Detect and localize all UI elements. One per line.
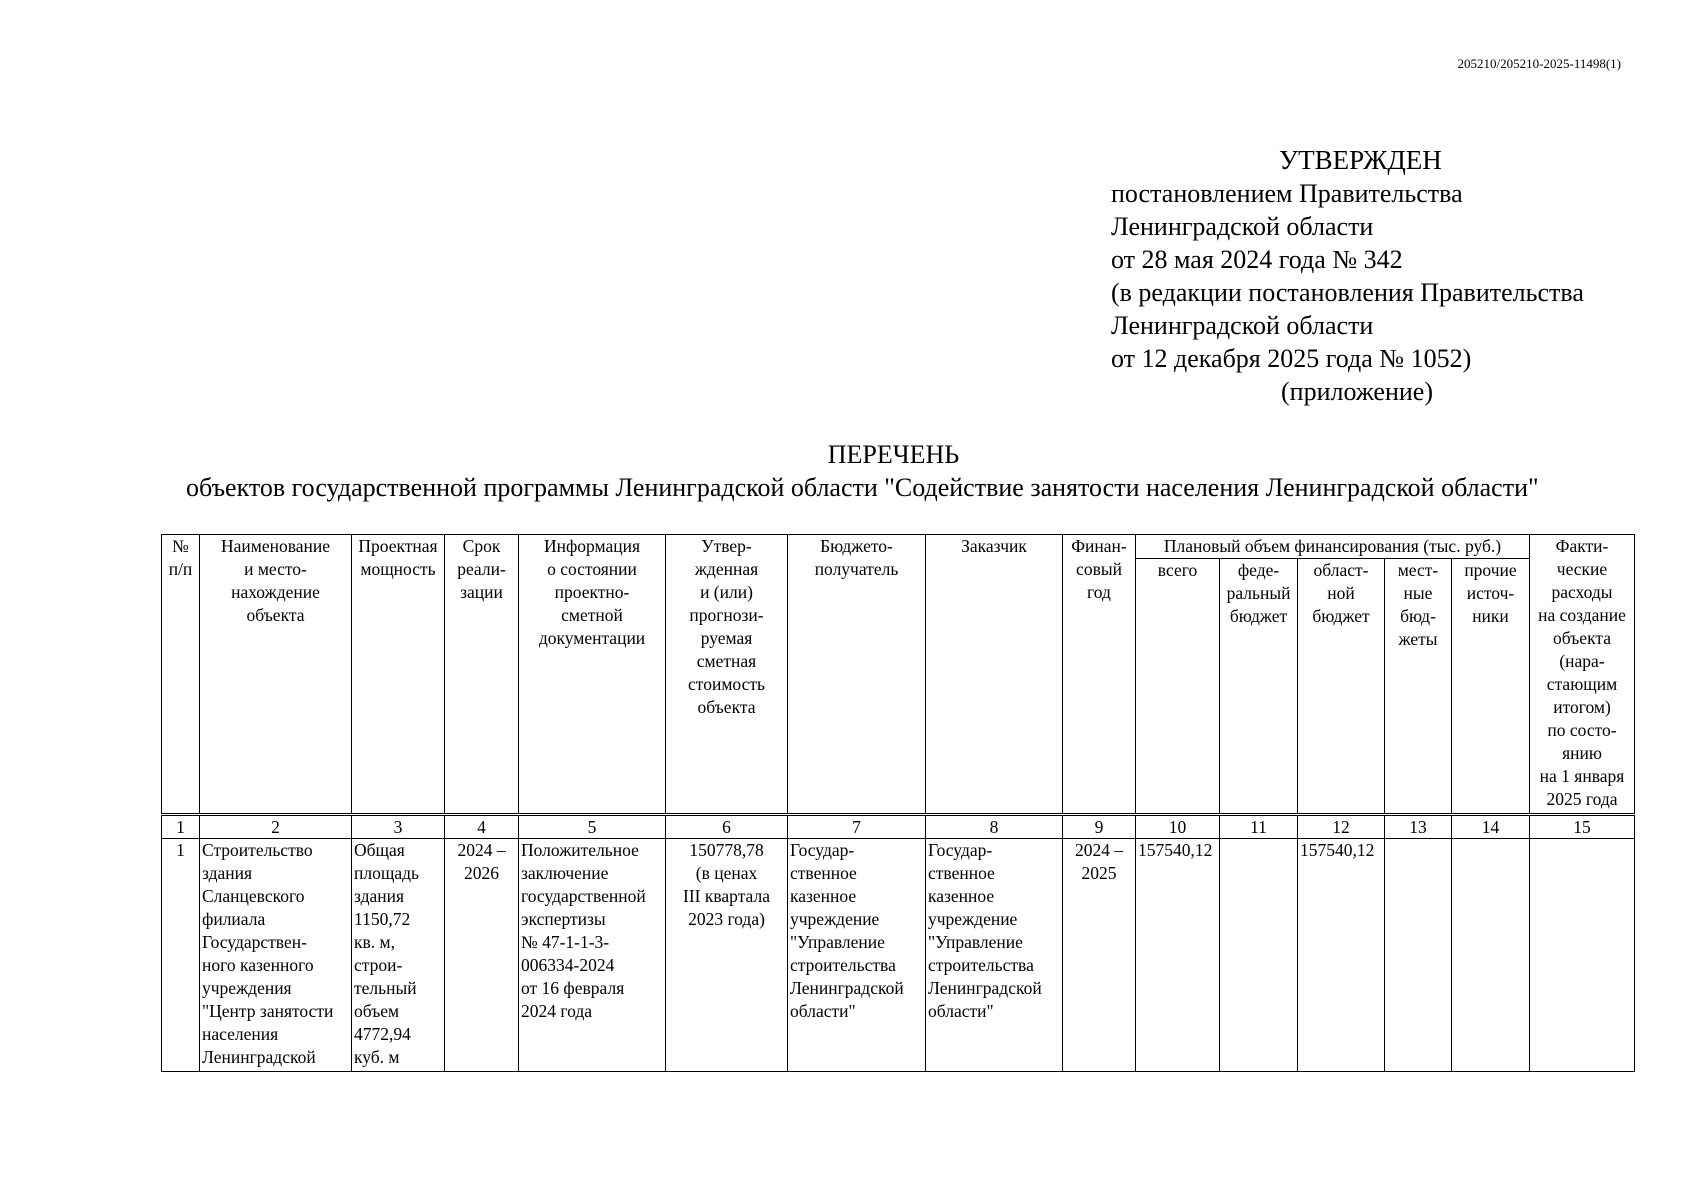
approval-line: Ленинградской области bbox=[1111, 311, 1374, 340]
header-customer: Заказчик bbox=[926, 535, 1063, 815]
column-number: 15 bbox=[1530, 815, 1635, 839]
header-capacity: Проектная мощность bbox=[352, 535, 445, 815]
header-num: № п/п bbox=[162, 535, 200, 815]
document-title: ПЕРЕЧЕНЬ bbox=[827, 440, 960, 469]
header-cost: Утвер- жденная и (или) прогнози- руемая сметная стоимость объекта bbox=[666, 535, 788, 815]
table-row bbox=[162, 839, 1635, 1072]
cell-num: 1 bbox=[162, 839, 200, 1072]
header-fin-year: Финан- совый год bbox=[1063, 535, 1136, 815]
column-numbers-row bbox=[162, 815, 1635, 839]
cell-cost: 150778,78 (в ценах III квартала 2023 года) bbox=[666, 839, 788, 1072]
approval-line: (в редакции постановления Правительства bbox=[1111, 278, 1584, 307]
header-other: прочие источ- ники bbox=[1452, 559, 1530, 815]
column-number: 11 bbox=[1220, 815, 1298, 839]
header-docs: Информация о состоянии проектно- сметной документации bbox=[519, 535, 666, 815]
approval-line: Ленинградской области bbox=[1111, 212, 1374, 241]
header-term: Срок реали- зации bbox=[445, 535, 519, 815]
cell-fin-year: 2024 – 2025 bbox=[1063, 839, 1136, 1072]
cell-customer: Государ- ственное казенное учреждение "Управление строительства Ленинградской области" bbox=[926, 839, 1063, 1072]
header-name: Наименование и место- нахождение объекта bbox=[200, 535, 352, 815]
header-federal: феде- ральный бюджет bbox=[1220, 559, 1298, 815]
column-number: 12 bbox=[1298, 815, 1385, 839]
cell-term: 2024 – 2026 bbox=[445, 839, 519, 1072]
cell-local bbox=[1385, 839, 1452, 1072]
column-number: 6 bbox=[666, 815, 788, 839]
cell-capacity: Общая площадь здания 1150,72 кв. м, строи- тельный объем 4772,94 куб. м bbox=[352, 839, 445, 1072]
cell-regional: 157540,12 bbox=[1298, 839, 1385, 1072]
cell-name: Строительство здания Сланцевского филиала Государствен- ного казенного учреждения "Центр занятости населения Ленинградской bbox=[200, 839, 352, 1072]
header-actual: Факти- ческие расходы на создание объекта (нара- стающим итогом) по состо- янию на 1 января 2025 года bbox=[1530, 535, 1635, 815]
approval-line: постановлением Правительства bbox=[1111, 179, 1463, 208]
document-subtitle: объектов государственной программы Ленинградской области "Содействие занятости населения Ленинградской области" bbox=[186, 473, 1539, 502]
header-recipient: Бюджето- получатель bbox=[788, 535, 926, 815]
cell-docs: Положительное заключение государственной экспертизы № 47-1-1-3- 006334-2024 от 16 февраля 2024 года bbox=[519, 839, 666, 1072]
approval-line: от 28 мая 2024 года № 342 bbox=[1111, 245, 1403, 274]
header-row bbox=[162, 535, 1635, 559]
column-number: 3 bbox=[352, 815, 445, 839]
column-number: 13 bbox=[1385, 815, 1452, 839]
objects-table bbox=[161, 534, 1635, 1072]
approval-line: от 12 декабря 2025 года № 1052) bbox=[1111, 344, 1472, 373]
cell-other bbox=[1452, 839, 1530, 1072]
cell-recipient: Государ- ственное казенное учреждение "Управление строительства Ленинградской области" bbox=[788, 839, 926, 1072]
column-number: 14 bbox=[1452, 815, 1530, 839]
column-number: 2 bbox=[200, 815, 352, 839]
header-total: всего bbox=[1136, 559, 1220, 815]
header-local: мест- ные бюд- жеты bbox=[1385, 559, 1452, 815]
header-planned-group: Плановый объем финансирования (тыс. руб.) bbox=[1136, 535, 1530, 559]
column-number: 4 bbox=[445, 815, 519, 839]
column-number: 7 bbox=[788, 815, 926, 839]
column-number: 8 bbox=[926, 815, 1063, 839]
approval-title: УТВЕРЖДЕН bbox=[1279, 145, 1442, 175]
column-number: 1 bbox=[162, 815, 200, 839]
column-number: 5 bbox=[519, 815, 666, 839]
document-registration-number: 205210/205210-2025-11498(1) bbox=[1457, 56, 1621, 71]
column-number: 9 bbox=[1063, 815, 1136, 839]
cell-actual bbox=[1530, 839, 1635, 1072]
approval-appendix: (приложение) bbox=[1281, 377, 1434, 406]
cell-federal bbox=[1220, 839, 1298, 1072]
cell-total: 157540,12 bbox=[1136, 839, 1220, 1072]
column-number: 10 bbox=[1136, 815, 1220, 839]
header-regional: област- ной бюджет bbox=[1298, 559, 1385, 815]
approval-block bbox=[1111, 144, 1584, 408]
